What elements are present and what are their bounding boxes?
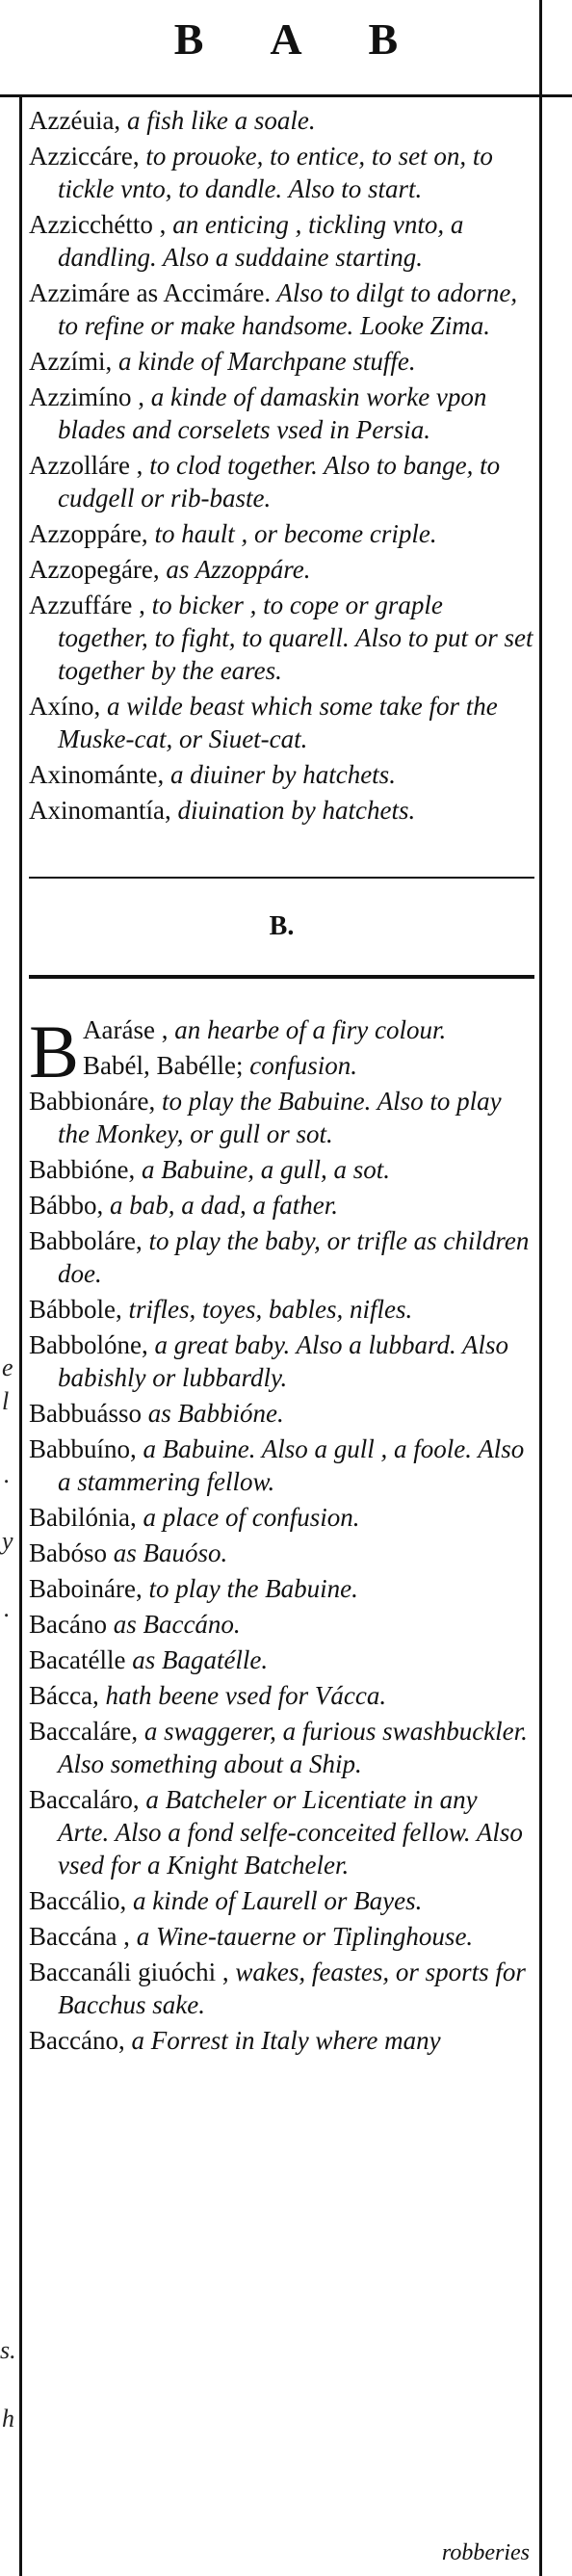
entry: Baccanáli giuóchi , wakes, feastes, or sports for Bacchus sake. [29, 1958, 526, 2019]
entry: Babboláre, to play the baby, or trifle as children doe. [29, 1226, 530, 1288]
entry: Azzicchétto , an enticing , tickling vnto, a dandling. Also a suddaine starting. [29, 210, 464, 272]
entries-a [29, 104, 534, 827]
margin-fragment: s. [0, 2336, 16, 2364]
entry: Bacatélle as Bagatélle. [29, 1645, 269, 1674]
entry: Babilónia, a place of confusion. [29, 1503, 360, 1532]
drop-capital: B [29, 1010, 80, 1093]
entry: Azzéuia, a fish like a soale. [29, 106, 316, 135]
dictionary-column [29, 104, 534, 2060]
entry: Azzimáre as Accimáre. Also to dilgt to adorne, to refine or make handsome. Looke Zima. [29, 278, 518, 340]
entry: Baccáno, a Forrest in Italy where many [29, 2026, 441, 2055]
entry: Baboináre, to play the Babuine. [29, 1574, 358, 1603]
top-rule [0, 94, 572, 97]
entry: Babbuásso as Babbióne. [29, 1399, 284, 1428]
entry: Baccálio, a kinde of Laurell or Bayes. [29, 1886, 423, 1915]
margin-fragment: e [2, 1354, 13, 1381]
entry: Axíno, a wilde beast which some take for the Muske-cat, or Siuet-cat. [29, 692, 498, 753]
entry: Babbolóne, a great baby. Also a lubbard. Also babishly or lubbardly. [29, 1330, 509, 1392]
entry: Bacáno as Baccáno. [29, 1610, 241, 1639]
catchword: robberies [441, 2540, 530, 2565]
column-rule [19, 96, 22, 2576]
right-edge-rule [539, 0, 542, 2576]
entry: Aaráse , an hearbe of a firy colour. [83, 1015, 447, 1044]
entry: Babbióne, a Babuine, a gull, a sot. [29, 1155, 390, 1184]
margin-fragment: l [2, 1387, 10, 1415]
entry: Azzími, a kinde of Marchpane stuffe. [29, 347, 416, 376]
entry: Azzoppáre, to hault , or become criple. [29, 519, 437, 548]
entry: Baccaláro, a Batcheler or Licentiate in any Arte. Also a fond selfe-conceited fellow. Also vsed for a Knight Batcheler. [29, 1785, 523, 1879]
margin-fragment: . [4, 1460, 11, 1488]
margin-fragment: . [4, 1594, 11, 1622]
section-rule-bottom [29, 975, 534, 979]
entry: Baccána , a Wine-tauerne or Tiplinghouse. [29, 1922, 474, 1951]
first-entry [29, 1010, 534, 1093]
entry: Babbuíno, a Babuine. Also a gull , a foole. Also a stammering fellow. [29, 1434, 525, 1496]
section-heading: B. [269, 911, 295, 941]
section-rule-top [29, 877, 534, 879]
section-separator [29, 877, 534, 979]
entry: Axinománte, a diuiner by hatchets. [29, 760, 396, 789]
entry: Azzuffáre , to bicker , to cope or graple together, to fight, to quarell. Also to put or set together by the eares. [29, 591, 533, 685]
running-head: B A B [173, 14, 428, 64]
entry: Azzolláre , to clod together. Also to bange, to cudgell or rib-baste. [29, 451, 501, 513]
entry: Bácca, hath beene vsed for Vácca. [29, 1681, 387, 1710]
entry: Babél, Babélle; confusion. [83, 1051, 357, 1080]
entry: Babóso as Bauóso. [29, 1538, 228, 1567]
entry: Azziccáre, to prouoke, to entice, to set on, to tickle vnto, to dandle. Also to start. [29, 142, 493, 203]
entry: Bábbole, trifles, toyes, bables, nifles. [29, 1295, 413, 1324]
entry: Azzopegáre, as Azzoppáre. [29, 555, 311, 584]
entry: Baccaláre, a swaggerer, a furious swashbuckler. Also something about a Ship. [29, 1717, 528, 1778]
entry: Axinomantía, diuination by hatchets. [29, 796, 416, 825]
entry: Bábbo, a bab, a dad, a father. [29, 1191, 339, 1220]
margin-fragment: h [2, 2405, 14, 2432]
entry: Azzimíno , a kinde of damaskin worke vpon blades and corselets vsed in Persia. [29, 382, 487, 444]
margin-fragment: y [2, 1527, 13, 1555]
page-header [0, 0, 572, 67]
entry: Babbionáre, to play the Babuine. Also to play the Monkey, or gull or sot. [29, 1087, 502, 1148]
entries-b [29, 1010, 534, 2057]
